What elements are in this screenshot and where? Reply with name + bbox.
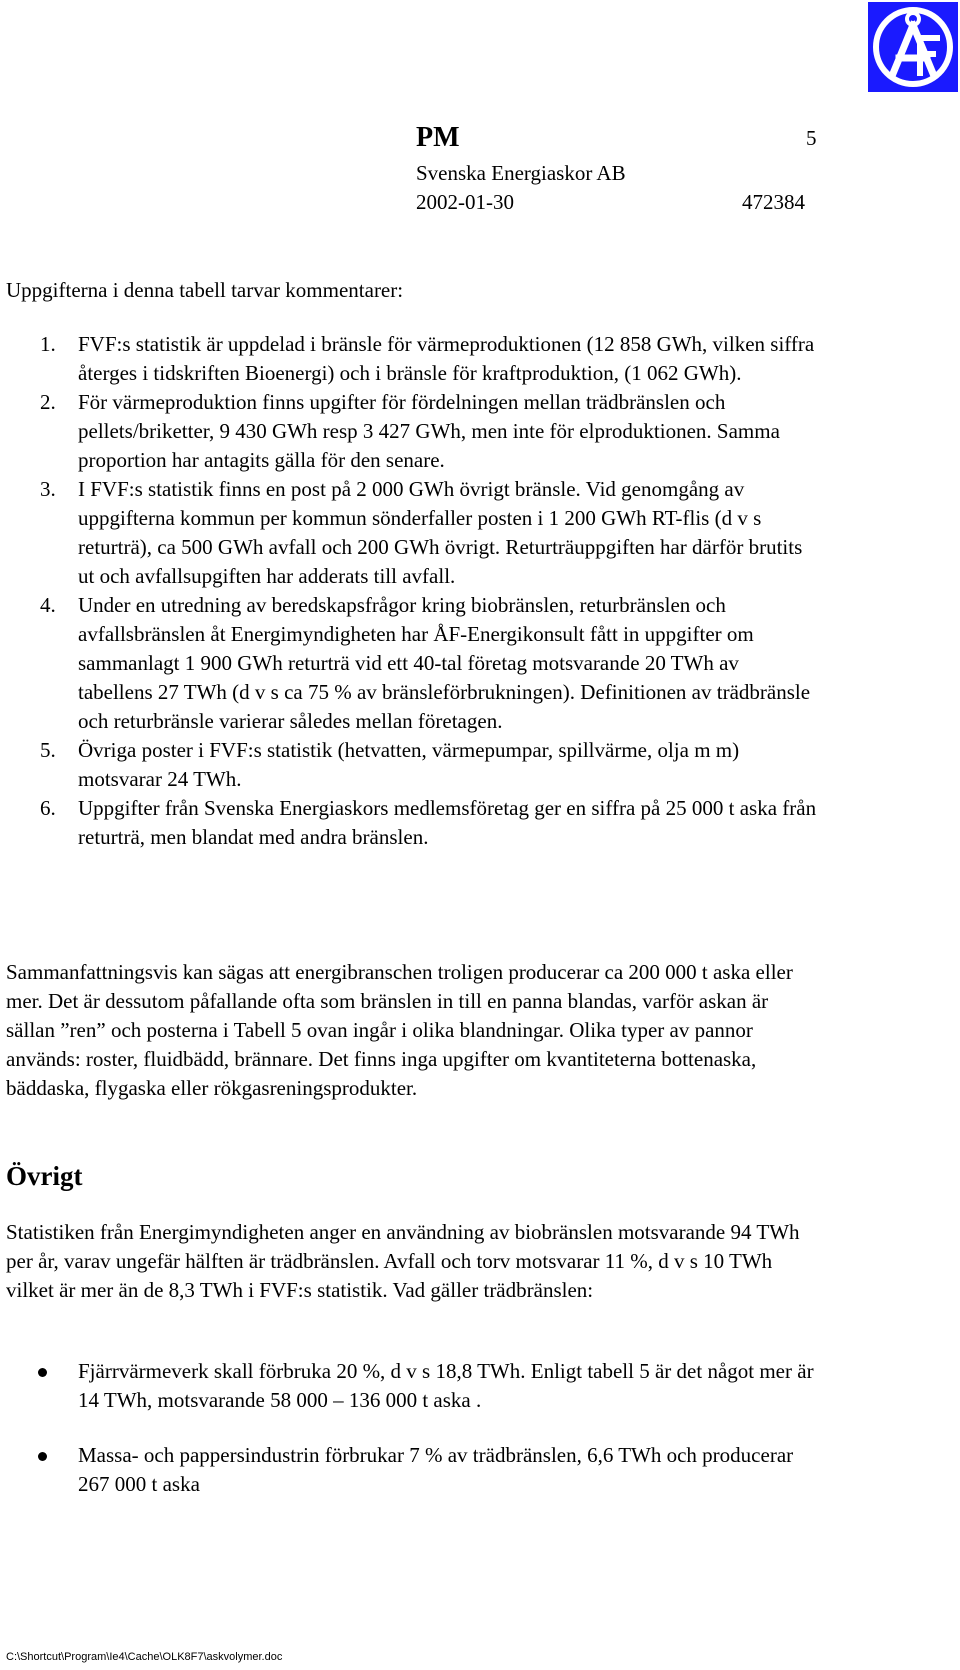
document-date: 2002-01-30 — [416, 190, 514, 214]
bullet-icon — [38, 1452, 47, 1461]
list-item — [6, 794, 818, 852]
company-name: Svenska Energiaskor AB — [416, 161, 626, 185]
section-heading: Övrigt — [6, 1161, 83, 1191]
list-item-text: Under en utredning av beredskapsfrågor kring biobränslen, returbränslen och avfallsbränslen åt Energimyndigheten har ÅF-Energikonsult fått in uppgifter om sammanlagt 1 900 GWh returträ vid ett 40-tal företag motsvarande 20 TWh av tabellens 27 TWh (d v s ca 75 % av bränsleförbrukningen). Definitionen av trädbränsle och returbränsle varierar således mellan företagen. — [78, 593, 811, 733]
list-item-number: 6. — [40, 796, 56, 820]
project-number: 472384 — [742, 190, 805, 214]
bullet-icon — [38, 1368, 47, 1377]
list-item-number: 2. — [40, 390, 56, 414]
af-logo-icon — [868, 2, 958, 92]
list-item — [6, 591, 818, 736]
list-item-text: Uppgifter från Svenska Energiaskors medlemsföretag ger en siffra på 25 000 t aska från returträ, men blandat med andra bränslen. — [78, 796, 817, 849]
bullet-item — [6, 1357, 818, 1415]
file-path-footer: C:\Shortcut\Program\Ie4\Cache\OLK8F7\askvolymer.doc — [6, 1651, 283, 1663]
list-item-text: FVF:s statistik är uppdelad i bränsle för värmeproduktionen (12 858 GWh, vilken siffra återges i tidskriften Bioenergi) och i bränsle för kraftproduktion, (1 062 GWh). — [78, 332, 815, 385]
list-item-text: Övriga poster i FVF:s statistik (hetvatten, värmepumpar, spillvärme, olja m m) motsvarar 24 TWh. — [78, 738, 740, 791]
list-item — [6, 330, 818, 388]
list-item-number: 3. — [40, 477, 56, 501]
list-item-number: 5. — [40, 738, 56, 762]
list-item-number: 1. — [40, 332, 56, 356]
bullet-text: Fjärrvärmeverk skall förbruka 20 %, d v s 18,8 TWh. Enligt tabell 5 är det något mer är 14 TWh, motsvarande 58 000 – 136 000 t aska . — [78, 1359, 814, 1412]
comments-list — [6, 330, 818, 852]
doc-type-title: PM — [416, 122, 460, 153]
page-number: 5 — [806, 126, 817, 150]
list-item-text: För värmeproduktion finns upgifter för fördelningen mellan trädbränslen och pellets/briketter, 9 430 GWh resp 3 427 GWh, men inte för elproduktionen. Samma proportion har antagits gälla för den senare. — [78, 390, 780, 472]
statistics-paragraph: Statistiken från Energimyndigheten anger en användning av biobränslen motsvarande 94 TWh per år, varav ungefär hälften är trädbränslen. Avfall och torv motsvarar 11 %, d v s 10 TWh vilket är mer än de 8,3 TWh i FVF:s statistik. Vad gäller trädbränslen: — [6, 1220, 800, 1302]
list-item — [6, 736, 818, 794]
bullet-list — [6, 1357, 818, 1525]
bullet-text: Massa- och pappersindustrin förbrukar 7 % av trädbränslen, 6,6 TWh och producerar 267 000 t aska — [78, 1443, 794, 1496]
summary-paragraph: Sammanfattningsvis kan sägas att energibranschen troligen producerar ca 200 000 t aska eller mer. Det är dessutom påfallande ofta som bränslen in till en panna blandas, varför askan är sällan ”ren” och posterna i Tabell 5 ovan ingår i olika blandningar. Olika typer av pannor används: roster, fluidbädd, brännare. Det finns inga upgifter om kvantiteterna bottenaska, bäddaska, flygaska eller rökgasreningsprodukter. — [6, 960, 793, 1100]
intro-paragraph: Uppgifterna i denna tabell tarvar kommentarer: — [6, 278, 404, 302]
list-item-text: I FVF:s statistik finns en post på 2 000 GWh övrigt bränsle. Vid genomgång av uppgifterna kommun per kommun sönderfaller posten i 1 200 GWh RT-flis (d v s returträ), ca 500 GWh avfall och 200 GWh övrigt. Returträuppgiften har därför brutits ut och avfallsupgiften har adderats till avfall. — [78, 477, 803, 588]
list-item-number: 4. — [40, 593, 56, 617]
bullet-item — [6, 1441, 818, 1499]
af-logo — [868, 2, 958, 92]
list-item — [6, 475, 818, 591]
list-item — [6, 388, 818, 475]
